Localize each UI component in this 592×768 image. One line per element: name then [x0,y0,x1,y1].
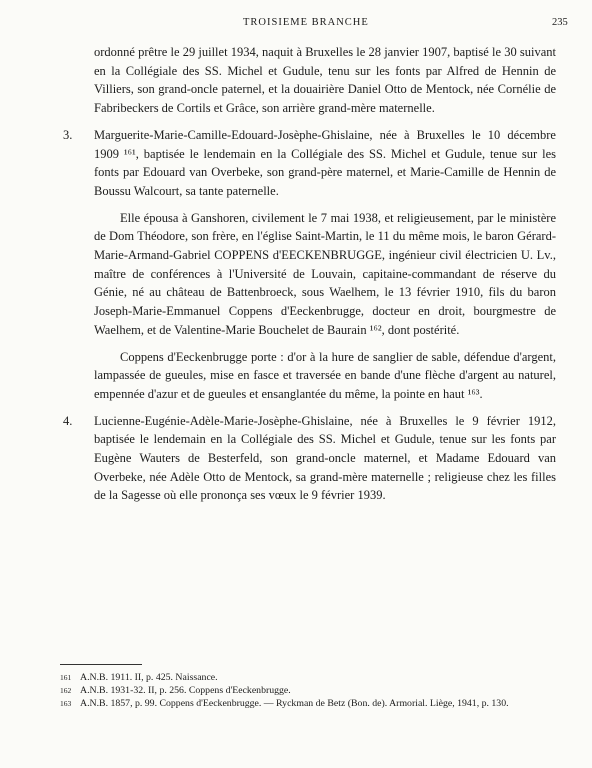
paragraph-continuation: ordonné prêtre le 29 juillet 1934, naquit à Bruxelles le 28 janvier 1907, baptisé le 30 suivant en la Collégiale des SS. Michel et Gudule, tenu sur les fonts par Alfred de Hennin de Villiers, son grand-oncle paternel, et la douairière Daniel Otto de Mentock, née Cornélie de Fabribeckers de Cortils et Grâce, son arrière grand-mère maternelle. [94,45,556,116]
running-header [0,17,592,33]
list-item-3 [63,126,556,201]
item-text: Lucienne-Eugénie-Adèle-Marie-Josèphe-Ghislaine, née à Bruxelles le 9 février 1912, baptisée le lendemain en la Collégiale des SS. Michel et Gudule, tenue sur les fonts par Eugène Wauters de Besterfeld, son grand-oncle maternel, et Madame Edouard van Overbeke, née Adèle Otto de Mentock, sa grand-mère maternelle ; religieuse chez les filles de la Sagesse où elle prononça ses vœux le 9 février 1939. [94,413,556,503]
item-number: 3. [63,127,73,142]
page-number: 235 [552,17,568,28]
footnote-text: A.N.B. 1911. II, p. 425. Naissance. [80,672,218,683]
paragraph-arms: Coppens d'Eeckenbrugge porte : d'or à la hure de sanglier de sable, défendue d'argent, lampassée de gueules, mise en fasce et traversée en bande d'une flèche d'argent au naturel, empennée d'azur et de gueules et ensanglantée du même, la pointe en haut ¹⁶³. [94,349,556,401]
footnote-number: 163 [60,699,72,708]
running-title: TROISIEME BRANCHE [243,17,369,28]
footnotes [60,671,560,710]
paragraph-marriage: Elle épousa à Ganshoren, civilement le 7 mai 1938, et religieusement, par le ministère de Dom Théodore, son frère, en l'église Saint-Martin, le 11 du même mois, le baron Gérard-Marie-Armand-Gabriel COPPENS d'EECKENBRUGGE, ingénieur civil électricien U. Lv., maître de conférences à l'Université de Louvain, capitaine-commandant de réserve du Génie, né au château de Battenbroeck, sous Waelhem, le 13 février 1910, fils du baron Joseph-Marie-Emmanuel Coppens d'Eeckenbrugge, docteur en droit, bourgmestre de Waelhem, et de Valentine-Marie Bouchelet de Baurain ¹⁶², dont postérité. [94,210,556,337]
body-text [63,43,556,505]
footnote-text: A.N.B. 1857, p. 99. Coppens d'Eeckenbrugge. — Ryckman de Betz (Bon. de). Armorial. Liège, 1941, p. 130. [80,698,509,709]
list-item-4 [63,412,556,506]
footnote-number: 161 [60,673,72,682]
item-number: 4. [63,413,73,428]
footnote-divider [60,664,142,665]
footnote-text: A.N.B. 1931-32. II, p. 256. Coppens d'Eeckenbrugge. [80,685,291,696]
footnote [60,697,560,710]
footnote-number: 162 [60,686,72,695]
footnote [60,684,560,697]
footnote [60,671,560,684]
item-text: Marguerite-Marie-Camille-Edouard-Josèphe-Ghislaine, née à Bruxelles le 10 décembre 1909 ¹⁶¹, baptisée le lendemain en la Collégiale des SS. Michel et Gudule, tenue sur les fonts par Edouard van Overbeke, son grand-père maternel, et Marie-Camille de Hennin de Boussu Walcourt, sa tante paternelle. [94,127,556,198]
